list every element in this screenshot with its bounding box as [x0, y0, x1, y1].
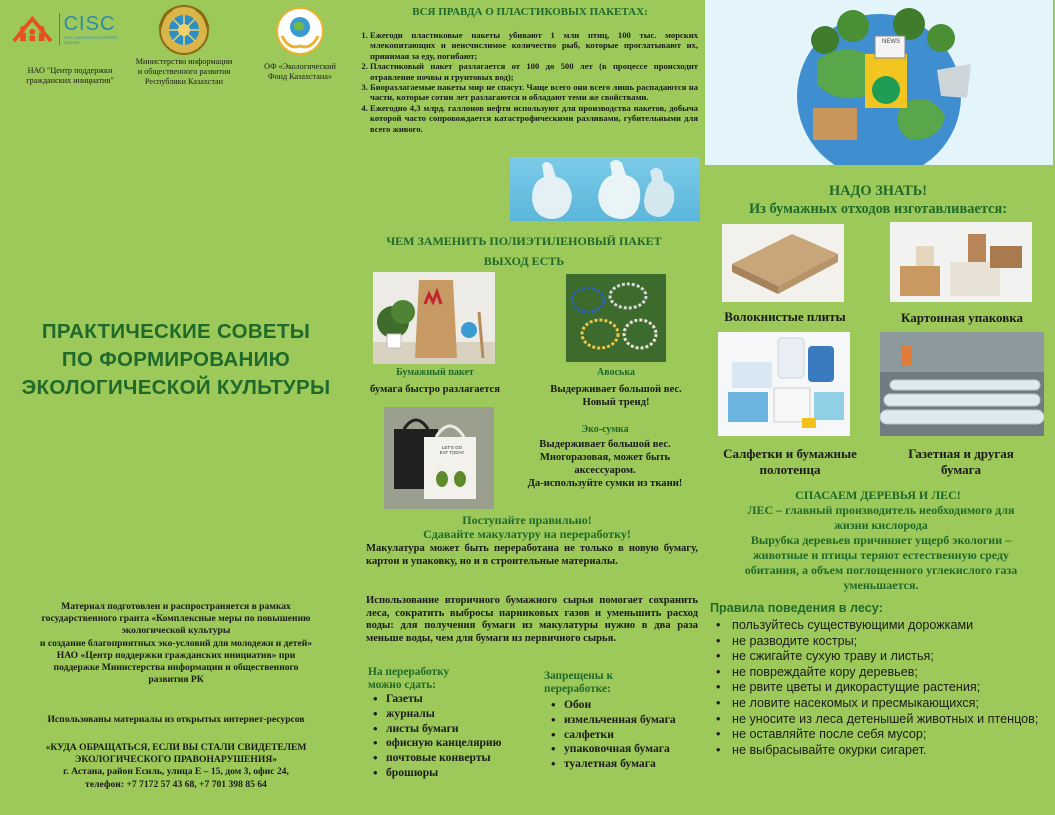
newsprint-photo [880, 332, 1044, 436]
eco-bag-title: Эко-сумка [581, 424, 629, 435]
replace-bag-title: ЧЕМ ЗАМЕНИТЬ ПОЛИЭТИЛЕНОВЫЙ ПАКЕТ [386, 234, 662, 248]
avoska-title: Авоська [597, 367, 635, 378]
plastic-truth-title: ВСЯ ПРАВДА О ПЛАСТИКОВЫХ ПАКЕТАХ: [412, 6, 648, 18]
cisc-logo [10, 12, 130, 86]
fiberboard-label: Волокнистые плиты [724, 309, 846, 324]
paper-bag-title: Бумажный пакет [396, 367, 474, 378]
list-item: • почтовые конверты [370, 751, 510, 766]
ministry-caption: Министерство информации и общественного развития Республики Казахстан [135, 57, 233, 86]
globe-recycle-icon [705, 0, 1053, 165]
forest-rules-title: Правила поведения в лесу: [710, 601, 883, 615]
plastic-fact: 1. Ежегодн пластиковые пакеты убивают 1 млн птиц, 100 тыс. морских млекопитающих и неисчислимое количество рыб, которые проглатывают их, принимая за еду, погибают; [370, 30, 698, 61]
list-item: • не уносите из леса детенышей животных и птенцов; [710, 712, 1050, 728]
cardboard-packaging-photo [890, 222, 1032, 302]
recycle-title: Поступайте правильно! Сдавайте макулатуру на переработку! [423, 513, 631, 541]
list-item: • Обои [548, 698, 700, 713]
can-recycle-list [370, 692, 510, 781]
eco-bag-text: Выдерживает большой вес. Многоразовая, может быть аксессуаром. Да-используйте сумки из ткани! [527, 439, 683, 489]
cisc-caption: НАО "Центр поддержки гражданских инициатив" [26, 66, 114, 85]
string-bags-icon [566, 274, 666, 362]
list-item: • не оставляйте после себя мусор; [710, 727, 1050, 743]
forest-text: ЛЕС – главный производитель необходимого для жизни кислорода Вырубка деревьев причиняет ущерб экологии – животные и птицы теряют естественную среду обитания, а объем поглощенного углекислого газа уменьшается. [744, 503, 1018, 592]
cardboard-packaging-label: Картонная упаковка [900, 310, 1024, 325]
napkins-towels-photo [718, 332, 850, 436]
newsprint-label: Газетная и другая бумага [908, 446, 1014, 477]
paper-bag-photo [373, 272, 495, 364]
sources-note: Использованы материалы из открытых интернет-ресурсов [47, 714, 305, 725]
paper-rolls-icon [718, 332, 850, 436]
list-item: • не рвите цветы и дикорастущие растения; [710, 680, 1050, 696]
recycle-paragraph-2: Использование вторичного бумажного сырья помогает сохранить леса, сократить выбросы парниковых газов и уменьшить расход воды: для получения бумаги из макулатуры нужно в два раза меньше воды, чем для бумаги из первичного сырья. [366, 595, 698, 644]
cisc-subtitle: CIVIL INITIATIVES SUPPORT CENTER [63, 35, 118, 45]
list-item: • измельченная бумага [548, 713, 700, 728]
eco-fund-logo [250, 6, 350, 82]
globe-news-sign: NEWS [882, 39, 900, 45]
can-recycle-title: На переработку можно сдать: [368, 666, 450, 691]
paper-bag-icon [373, 272, 495, 364]
plastic-bags-photo [510, 157, 700, 221]
plastic-facts-list [358, 30, 698, 134]
tote-print: LET'S GO EAT TODAY [439, 445, 465, 455]
grant-credits: Материал подготовлен и распространяется в рамках государственного гранта «Комплексные меры по повышению экологической культуры и создание благоприятных эко-условий для молодежи и детей» НАО «Центр поддержки гражданских инициатив» при поддержке Министерства информации и общественного развития РК [39, 601, 313, 686]
eco-fund-emblem-icon [275, 6, 325, 56]
list-item: • брошюры [370, 766, 510, 781]
list-item: • не разводите костры; [710, 634, 1050, 650]
list-item: • упаковочная бумага [548, 742, 700, 757]
list-item: • журналы [370, 707, 510, 722]
cisc-emblem [10, 12, 130, 46]
page-title: ПРАКТИЧЕСКИЕ СОВЕТЫ ПО ФОРМИРОВАНИЮ ЭКОЛОГИЧЕСКОЙ КУЛЬТУРЫ [21, 320, 331, 399]
plastic-fact: 3. Биоразлагаемые пакеты мир не спасут. Чаще всего они всего лишь распадаются на части, которые сотни лет разлагаются и обладают теми же свойствами. [370, 82, 698, 103]
eco-globe-illustration [705, 0, 1053, 165]
list-item: • листы бумаги [370, 722, 510, 737]
list-item: • салфетки [548, 728, 700, 743]
replace-bag-subtitle: ВЫХОД ЕСТЬ [483, 254, 565, 268]
list-item: • туалетная бумага [548, 757, 700, 772]
contact-info: «КУДА ОБРАЩАТЬСЯ, ЕСЛИ ВЫ СТАЛИ СВИДЕТЕЛЕМ ЭКОЛОГИЧЕСКОГО ПРАВОНАРУШЕНИЯ» г. Астана, район Есиль, улица Е – 15, дом 3, офис 24, телефон: +7 7172 57 43 68, +7 701 398 85 64 [45, 742, 307, 790]
plastic-fact: 2. Пластиковый пакет разлагается от 100 до 500 лет (в процессе происходит отравление почвы и грунтовых вод); [370, 61, 698, 82]
paper-mill-icon [880, 332, 1044, 436]
cardboard-boxes-icon [890, 222, 1032, 302]
fiberboard-icon [722, 224, 844, 302]
list-item: • Газеты [370, 692, 510, 707]
eco-bag-photo [384, 407, 494, 509]
list-item: • пользуйтесь существующими дорожками [710, 618, 1050, 634]
avoska-text: Выдерживает большой вес. Новый тренд! [550, 384, 682, 408]
napkins-towels-label: Салфетки и бумажные полотенца [723, 446, 857, 477]
fiberboard-photo [722, 224, 844, 302]
cannot-recycle-list [548, 698, 700, 772]
ministry-logo [126, 4, 242, 87]
plastic-bag-icon [510, 157, 700, 221]
eco-fund-caption: ОФ «Экологический Фонд Казахстана» [264, 62, 336, 81]
list-item: • не ловите насекомых и пресмыкающихся; [710, 696, 1050, 712]
cisc-wordmark: CISC [63, 13, 116, 35]
plastic-fact: 4. Ежегодно 4,3 млрд. галлонов нефти используют для производства пакетов, добыча которой часто сопровождается катастрофическими разливами, губительными для всего живого. [370, 103, 698, 134]
cisc-people-icon [10, 12, 55, 46]
list-item: • не сжигайте сухую траву и листья; [710, 649, 1050, 665]
recycle-paragraph-1: Макулатура может быть переработана не только в новую бумагу, картон и упаковку, но и в строительные материалы. [366, 543, 698, 567]
kazakhstan-emblem-icon [158, 4, 210, 56]
list-item: • офисную канцелярию [370, 736, 510, 751]
forest-rules-list [710, 618, 1050, 758]
forest-title: СПАСАЕМ ДЕРЕВЬЯ И ЛЕС! [795, 488, 961, 502]
paper-bag-text: бумага быстро разлагается [370, 384, 500, 395]
list-item: • не выбрасывайте окурки сигарет. [710, 743, 1050, 759]
cannot-recycle-title: Запрещены к переработке: [544, 670, 614, 695]
tote-bag-icon [384, 407, 494, 509]
avoska-photo [566, 274, 666, 362]
need-to-know-title: НАДО ЗНАТЬ! Из бумажных отходов изготавливается: [748, 183, 1008, 217]
list-item: • не повреждайте кору деревьев; [710, 665, 1050, 681]
